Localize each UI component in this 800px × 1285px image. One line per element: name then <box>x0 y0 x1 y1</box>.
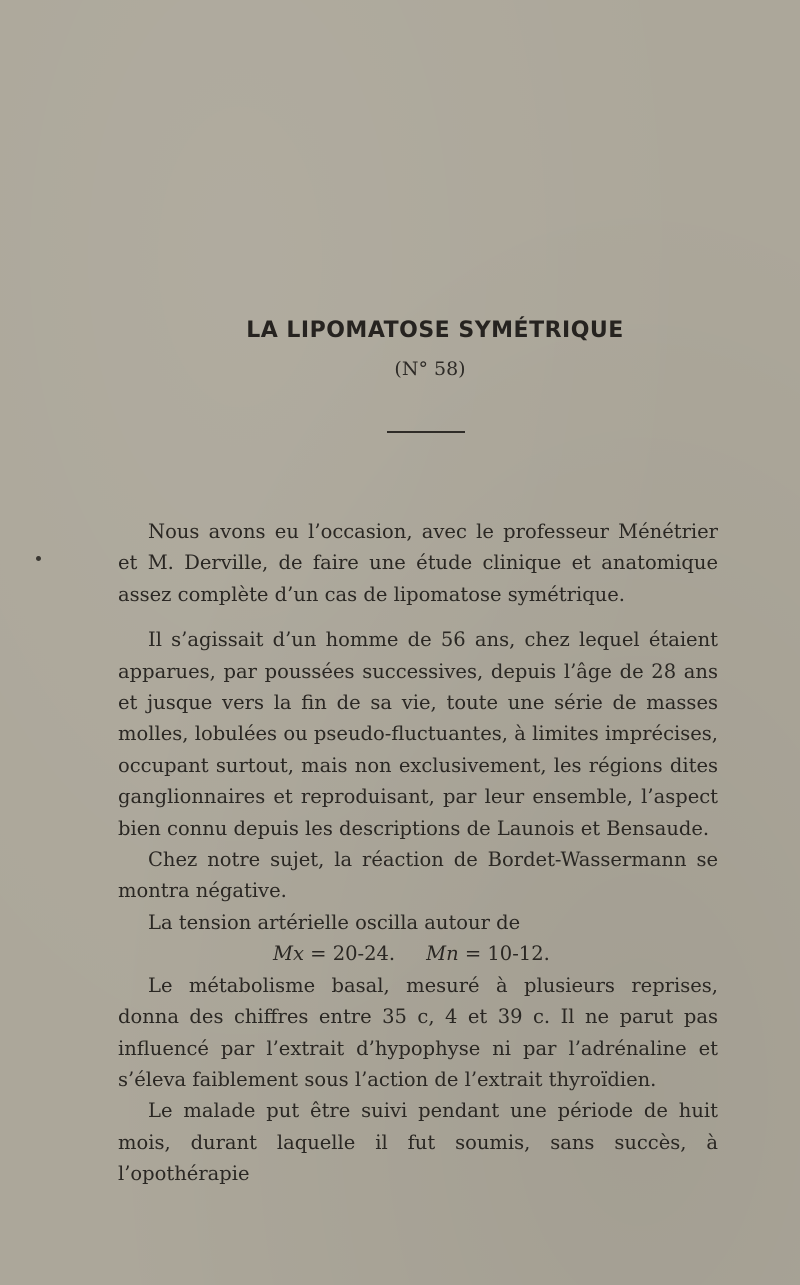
body-text <box>118 516 718 1190</box>
page-title: LA LIPOMATOSE SYMÉTRIQUE <box>246 318 624 343</box>
ink-speck <box>36 556 41 561</box>
paragraph: Chez notre sujet, la réaction de Bordet-Wassermann se montra négative. <box>118 848 718 903</box>
page-subtitle: (N° 58) <box>394 358 466 380</box>
paragraph: Il s’agissait d’un homme de 56 ans, chez lequel étaient apparues, par poussées successives, depuis l’âge de 28 ans et jusque vers la fin de sa vie, toute une série de masses molles, lobulées ou pseudo-fluctuantes, à limites imprécises, occupant surtout, mais non exclusivement, les régions dites ganglionnaires et reproduisant, par leur ensemble, l’aspect bien connu depuis les descriptions de Launois et Bensaude. <box>118 628 718 840</box>
formula-mn-label: Mn <box>426 942 459 966</box>
formula <box>118 938 718 969</box>
title-rule <box>387 431 465 433</box>
paragraph: Le métabolisme basal, mesuré à plusieurs reprises, donna des chiffres entre 35 c, 4 et 39 c. Il ne parut pas influencé par l’extrait d’hypophyse ni par l’adrénaline et s’éleva faiblement sous l’action de l’extrait thyroïdien. <box>118 973 718 1091</box>
formula-mn-value: = 10-12. <box>464 942 550 966</box>
formula-mx-value: = 20-24. <box>310 942 396 966</box>
formula-mx-label: Mx <box>273 942 304 966</box>
paragraph: Le malade put être suivi pendant une période de huit mois, durant laquelle il fut soumis, sans succès, à l’opothérapie <box>118 1099 718 1186</box>
paragraph: Nous avons eu l’occasion, avec le professeur Ménétrier et M. Derville, de faire une étude clinique et anatomique assez complète d’un cas de lipomatose symétrique. <box>118 520 718 606</box>
paragraph: La tension artérielle oscilla autour de <box>148 910 521 934</box>
